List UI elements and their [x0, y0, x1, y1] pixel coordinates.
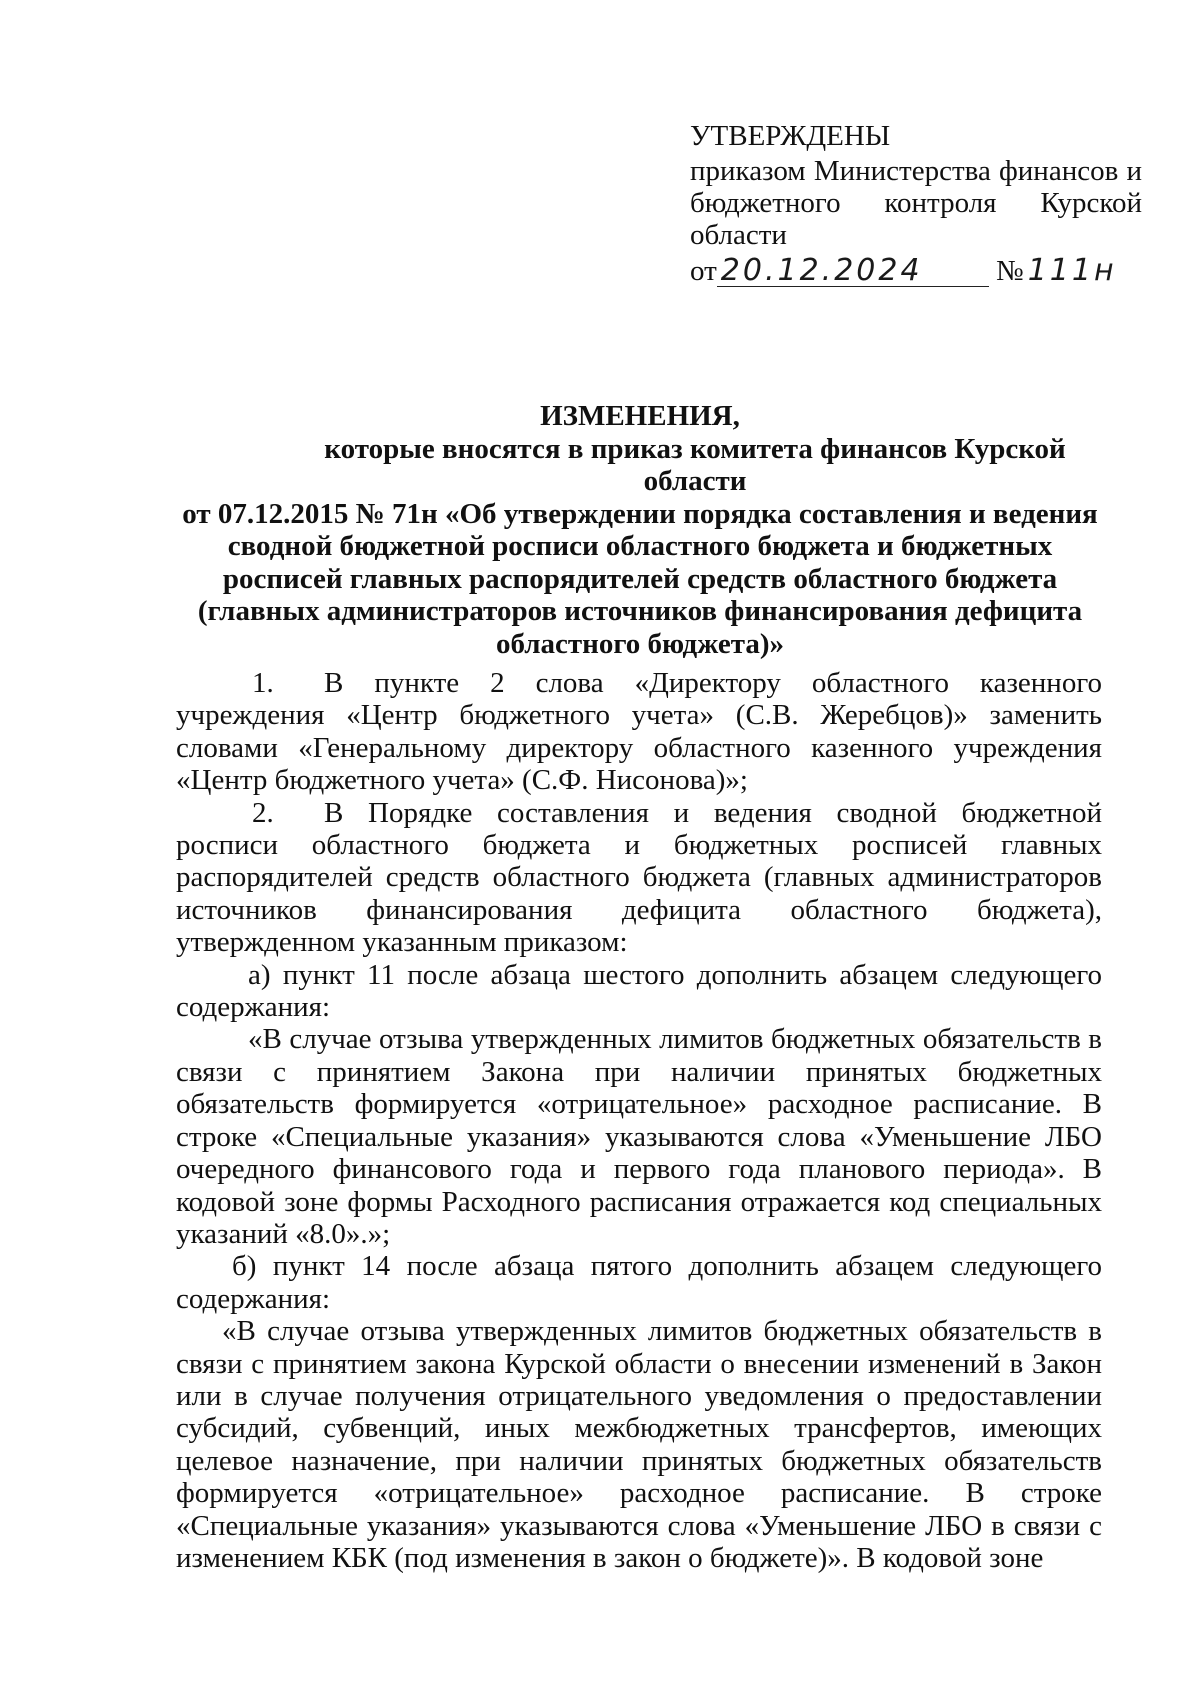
- paragraph-1-text: В пункте 2 слова «Директору областного казенного учреждения «Центр бюджетного учета» (С.В. Жеребцов)» заменить словами «Генеральному директору областного казенного учреждения «Центр бюджетного учета» (С.Ф. Нисонова)»;: [176, 667, 1102, 797]
- document-title: [175, 400, 1105, 660]
- paragraph-1: [176, 667, 1102, 797]
- date-field: [717, 253, 989, 288]
- approval-text: приказом Министерства финансов и бюджетного контроля Курской области: [690, 155, 1142, 251]
- approval-heading: УТВЕРЖДЕНЫ: [690, 120, 891, 152]
- paragraph-2: [176, 797, 1102, 959]
- paragraph-1-number: 1.: [252, 667, 274, 699]
- subparagraph-a: а) пункт 11 после абзаца шестого дополнить абзацем следующего содержания:: [176, 958, 1102, 1024]
- number-prefix: №: [996, 255, 1024, 287]
- handwritten-number: 111н: [1027, 253, 1117, 288]
- paragraph-2-text: В Порядке составления и ведения сводной бюджетной росписи областного бюджета и бюджетных росписей главных распорядителей средств областного бюджета (главных администраторов источников финансирования дефицита областного бюджета), утвержденном указанным приказом:: [176, 796, 1102, 959]
- subparagraph-b: б) пункт 14 после абзаца пятого дополнить абзацем следующего содержания:: [176, 1250, 1102, 1315]
- subparagraph-b-quote: «В случае отзыва утвержденных лимитов бюджетных обязательств в связи с принятием закона Курской области о внесении изменений в Закон или в случае получения отрицательного уведомления о предоставлении субсидий, субвенций, иных межбюджетных трансфертов, имеющих целевое назначение, при наличии принятых бюджетных обязательств формируется «отрицательное» расходное расписание. В строке «Специальные указания» указываются слова «Уменьшение ЛБО в связи с изменением КБК (под изменения в закон о бюджете)». В кодовой зоне: [176, 1315, 1102, 1574]
- approval-date-line: [690, 255, 1142, 287]
- subparagraph-a-quote: «В случае отзыва утвержденных лимитов бюджетных обязательств в связи с принятием Закона при наличии принятых бюджетных обязательств формируется «отрицательное» расходное расписание. В строке «Специальные указания» указываются слова «Уменьшение ЛБО очередного финансового года и первого года планового периода». В кодовой зоне формы Расходного расписания отражается код специальных указаний «8.0».»;: [176, 1023, 1102, 1250]
- number-field: [1024, 255, 1117, 287]
- document-body: [176, 667, 1102, 1574]
- title-line2: которые вносятся в приказ комитета финансов Курской области: [324, 432, 1066, 497]
- title-rest: от 07.12.2015 № 71н «Об утверждении порядка составления и ведения сводной бюджетной росписи областного бюджета и бюджетных росписей главных распорядителей средств областного бюджета (главных администраторов источников финансирования дефицита областного бюджета)»: [182, 497, 1098, 660]
- approval-block: [690, 120, 1142, 287]
- paragraph-2-number: 2.: [252, 796, 274, 829]
- handwritten-date: 20.12.2024: [720, 253, 923, 288]
- title-heading: ИЗМЕНЕНИЯ,: [540, 400, 740, 432]
- date-prefix: от: [690, 255, 717, 287]
